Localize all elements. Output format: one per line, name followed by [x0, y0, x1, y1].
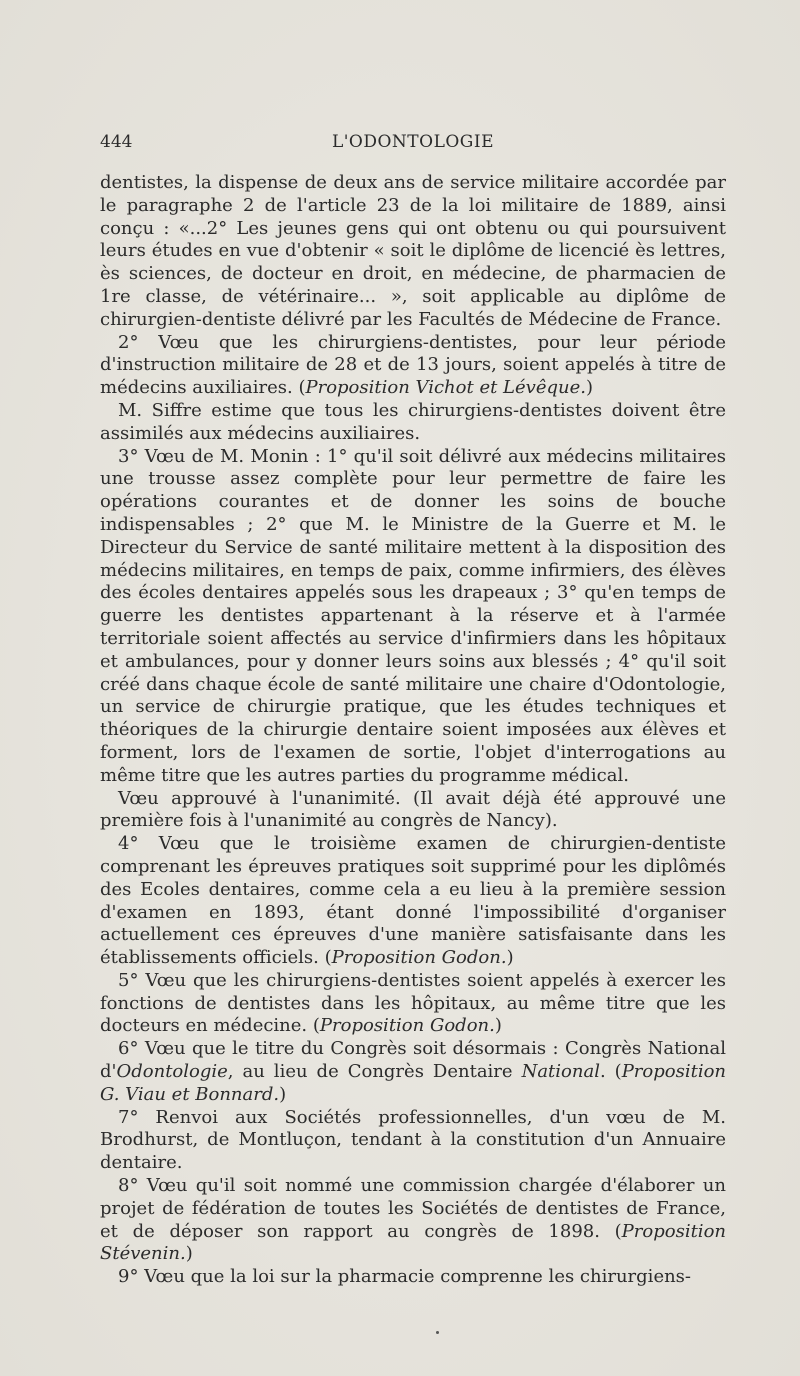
italic-text: Proposition Stévenin.	[100, 1220, 726, 1265]
text-run: . (	[599, 1061, 622, 1083]
page-header	[100, 132, 726, 156]
italic-text: Proposition Godon.	[319, 1015, 495, 1037]
paragraph	[100, 970, 726, 1038]
running-title: L'ODONTOLOGIE	[331, 132, 495, 152]
body-text	[100, 172, 726, 1289]
text-run: 6° Vœu que le titre du Congrès soit désormais : Congrès National d'	[100, 1038, 726, 1083]
italic-text: National	[521, 1061, 600, 1083]
paragraph	[100, 446, 726, 788]
text-run: 3° Vœu de M. Monin : 1° qu'il soit délivré aux médecins militaires une trousse assez complète pour leur permettre de faire les opérations courantes et de donner les soins de bouche indispensables ; 2° que M. le Ministre de la Guerre et M. le Directeur du Service de santé militaire mettent à la disposition des médecins militaires, en temps de paix, comme infirmiers, des élèves des écoles dentaires appelés sous les drapeaux ; 3° qu'en temps de guerre les dentistes appartenant à la réserve et à l'armée territoriale soient affectés au service d'infirmiers dans les hôpitaux et ambulances, pour y donner leurs soins aux blessés ; 4° qu'il soit créé dans chaque école de santé militaire une chaire d'Odontologie, un service de chirurgie pratique, que les études techniques et théoriques de la chirurgie dentaire soient imposées aux élèves et forment, lors de l'examen de sortie, l'objet d'interrogations au même titre que les autres parties du programme médical.	[100, 445, 726, 786]
italic-text: Proposition Vichot et Lévêque.	[305, 377, 586, 399]
page-number: 444	[100, 132, 133, 152]
text-run: Vœu approuvé à l'unanimité. (Il avait déjà été approuvé une première fois à l'unanimité au congrès de Nancy).	[100, 787, 726, 832]
text-run: 4° Vœu que le troisième examen de chirurgien-dentiste comprenant les épreuves pratiques soit supprimé pour les diplômés des Ecoles dentaires, comme cela a eu lieu à la première session d'examen en 1893, étant donné l'impossibilité d'organiser actuellement ces épreuves d'une manière satisfaisante dans les établissements officiels. (	[100, 833, 726, 969]
text-run: )	[279, 1083, 287, 1105]
text-run: 9° Vœu que la loi sur la pharmacie comprenne les chirurgiens-	[118, 1266, 692, 1288]
paragraph	[100, 332, 726, 400]
paragraph	[100, 788, 726, 834]
text-run: M. Siffre estime que tous les chirurgiens-dentistes doivent être assimilés aux médecins auxiliaires.	[100, 399, 726, 444]
paragraph	[100, 1107, 726, 1175]
paragraph	[100, 833, 726, 970]
paragraph	[100, 1038, 726, 1106]
print-speck	[436, 1331, 439, 1334]
text-run: )	[585, 377, 593, 399]
text-run: 2° Vœu que les chirurgiens-dentistes, pour leur période d'instruction militaire de 28 et de 13 jours, soient appelés à titre de médecins auxiliaires. (	[100, 331, 726, 399]
text-run: , au lieu de Congrès Dentaire	[227, 1061, 522, 1083]
paragraph	[100, 172, 726, 332]
text-run: 8° Vœu qu'il soit nommé une commission chargée d'élaborer un projet de fédération de toutes les Sociétés de dentistes de France, et de déposer son rapport au congrès de 1898. (	[100, 1175, 726, 1242]
text-run: )	[185, 1243, 193, 1265]
text-run: dentistes, la dispense de deux ans de service militaire accordée par le paragraphe 2 de l'article 23 de la loi militaire de 1889, ainsi conçu : «...2° Les jeunes gens qui ont obtenu ou qui poursuivent leurs études en vue d'obtenir « soit le diplôme de licencié ès lettres, ès sciences, de docteur en droit, en médecine, de pharmacien de 1re classe, de vétérinaire... », soit applicable au diplôme de chirurgien-dentiste délivré par les Facultés de Médecine de France.	[100, 172, 726, 330]
paragraph	[100, 1266, 726, 1289]
text-run: )	[506, 947, 514, 969]
italic-text: Proposition G. Viau et Bonnard.	[100, 1061, 727, 1105]
text-run: 5° Vœu que les chirurgiens-dentistes soient appelés à exercer les fonctions de dentistes dans les hôpitaux, au même titre que les docteurs en médecine. (	[100, 969, 726, 1037]
paragraph	[100, 400, 726, 446]
italic-text: Odontologie	[116, 1061, 228, 1083]
paragraph	[100, 1175, 726, 1266]
italic-text: Proposition Godon.	[331, 947, 507, 969]
text-run: )	[494, 1015, 502, 1037]
text-run: 7° Renvoi aux Sociétés professionnelles, d'un vœu de M. Brodhurst, de Montluçon, tendant à la constitution d'un Annuaire dentaire.	[100, 1106, 726, 1174]
